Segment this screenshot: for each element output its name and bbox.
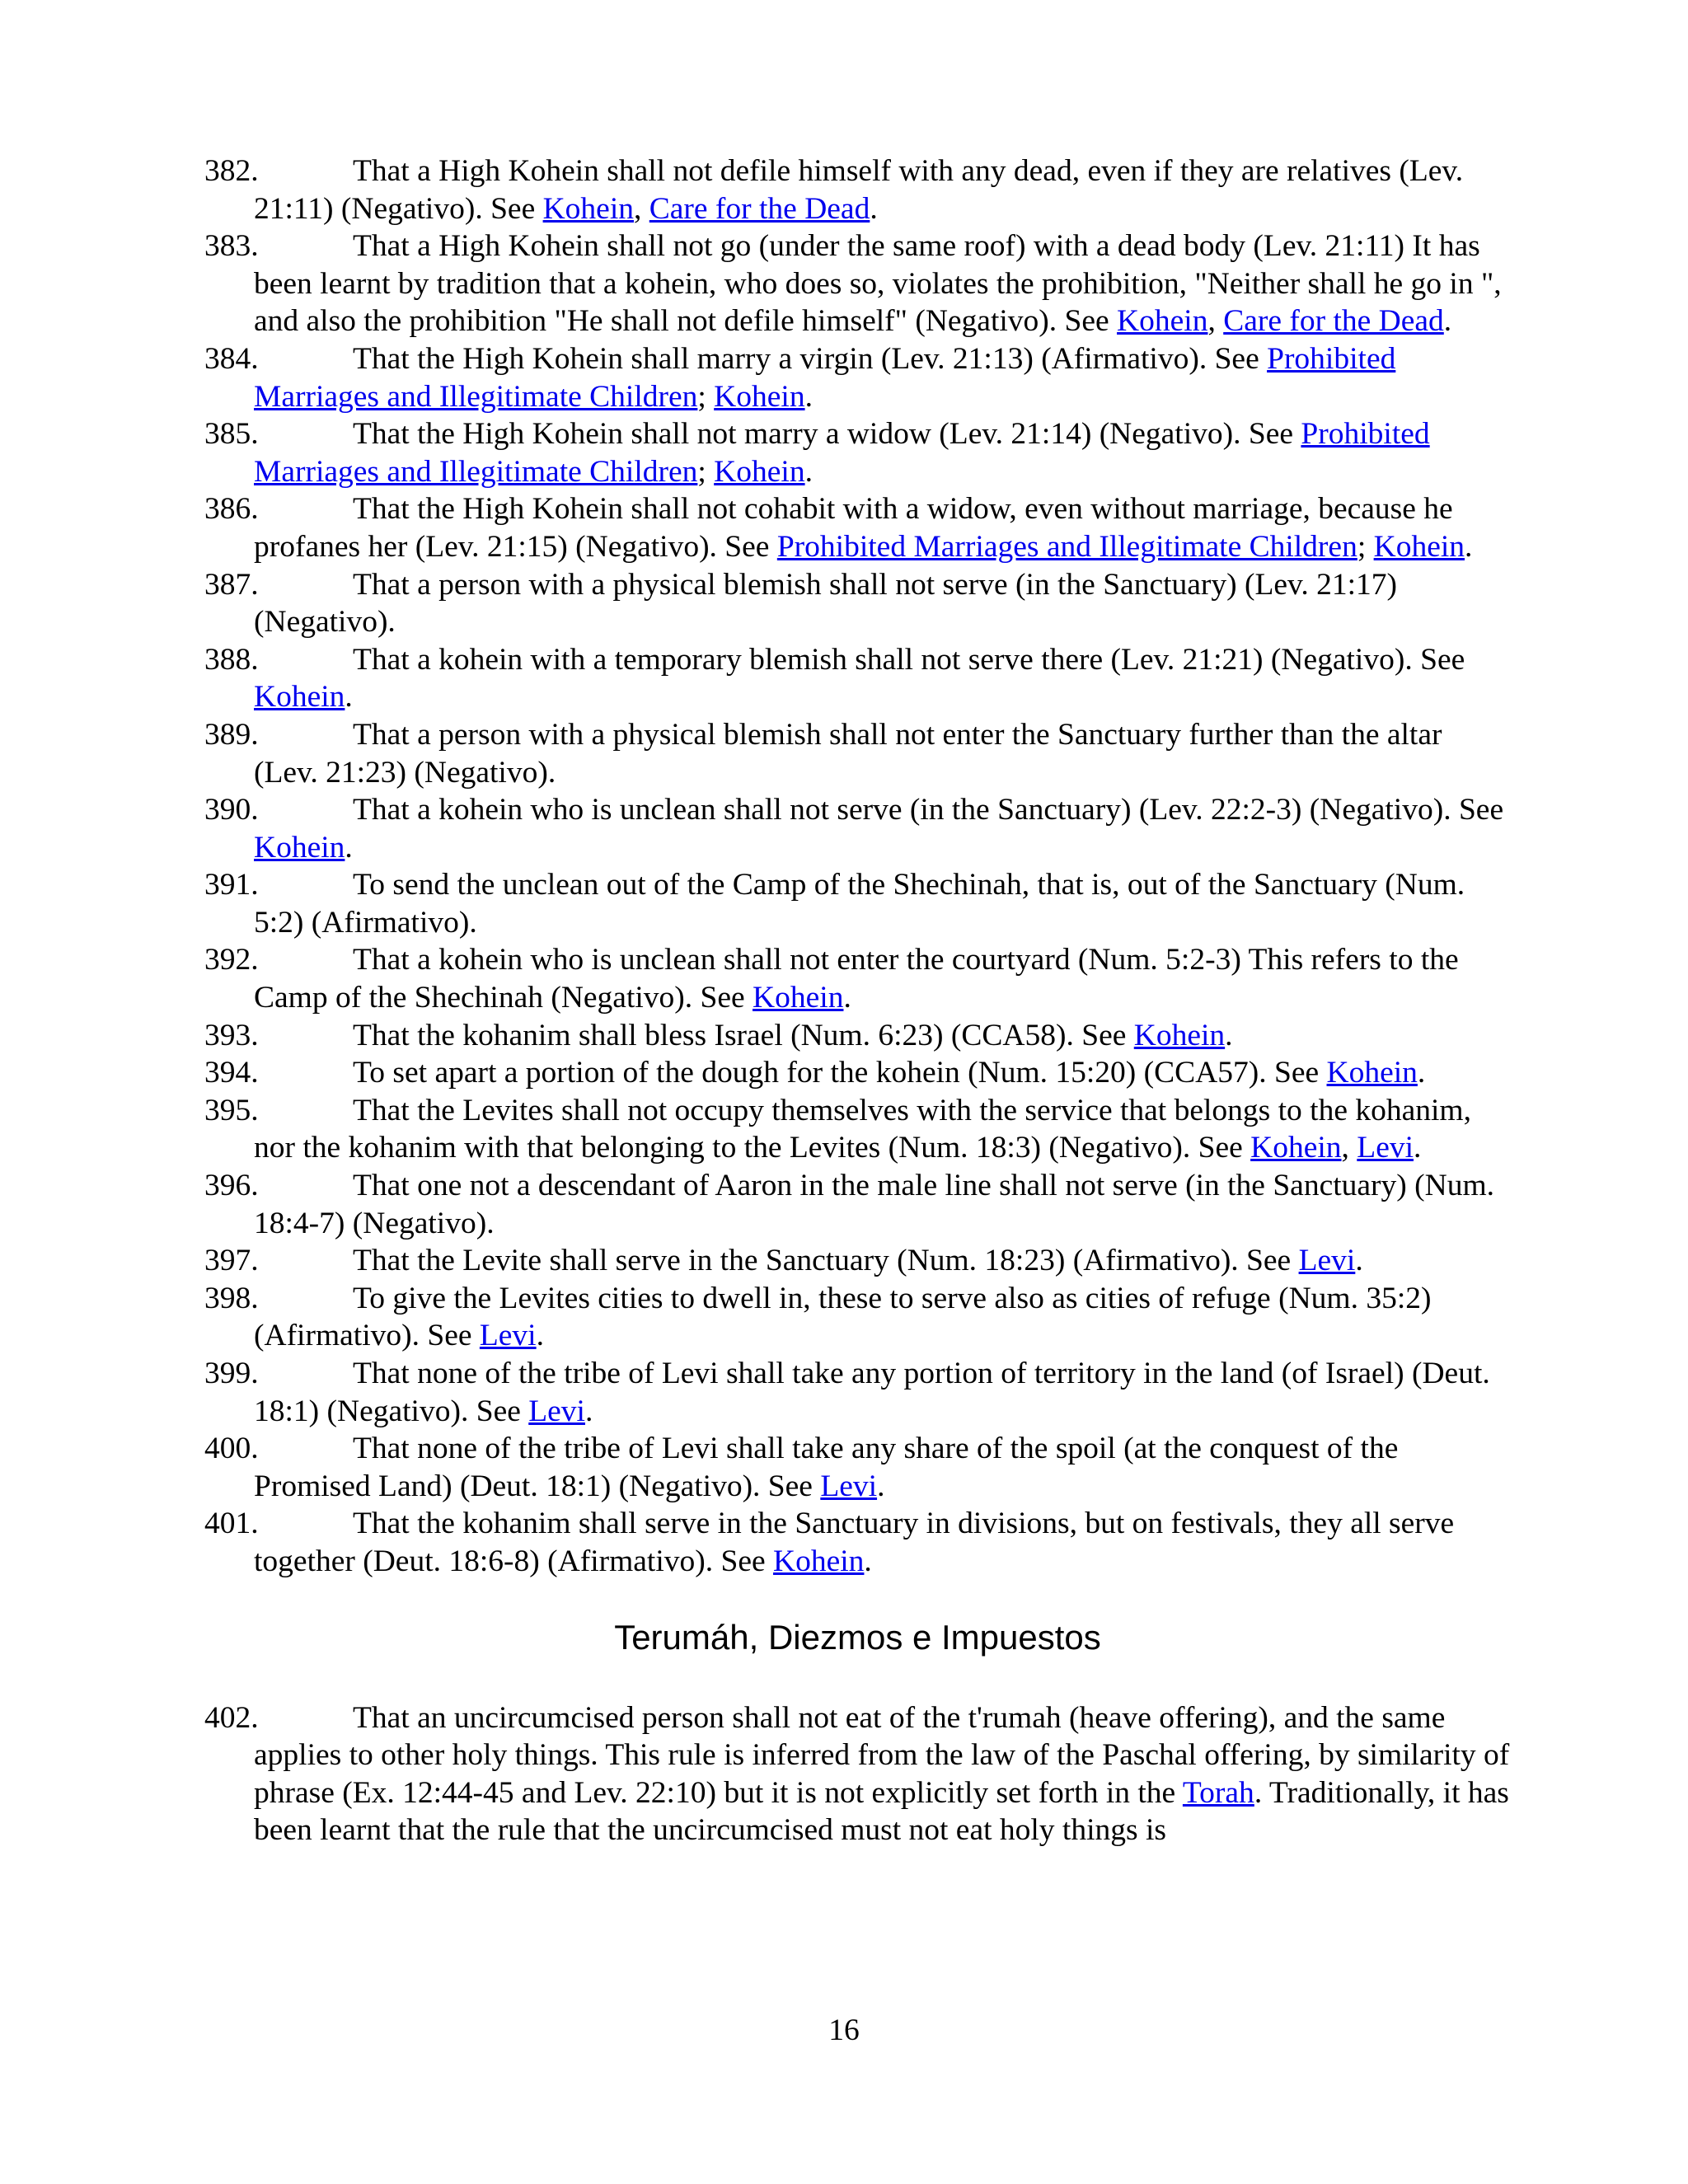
list-item xyxy=(204,866,1511,941)
item-text: . xyxy=(1355,1244,1363,1278)
item-text: That a High Kohein shall not defile himself with any dead, even if they are relatives (Lev. 21:11) (Negativo). See xyxy=(254,154,1464,226)
item-text: , xyxy=(1207,304,1224,339)
item-number: 400. xyxy=(204,1432,259,1466)
item-number: 386. xyxy=(204,492,259,527)
item-text: That a person with a physical blemish shall not serve (in the Sanctuary) (Lev. 21:17) (Negativo). xyxy=(254,567,1398,640)
item-text: That the High Kohein shall marry a virgin (Lev. 21:13) (Afirmativo). See xyxy=(353,341,1268,376)
item-text: . xyxy=(1414,1131,1422,1165)
item-text: To set apart a portion of the dough for the kohein (Num. 15:20) (CCA57). See xyxy=(353,1056,1327,1090)
link-levi[interactable]: Levi xyxy=(528,1394,585,1428)
item-number: 387. xyxy=(204,567,259,602)
list-item xyxy=(204,1280,1511,1355)
item-text: . Traditionally, it has been learnt that the rule that the uncircumcised must not eat holy things is xyxy=(254,1775,1509,1848)
commandment-list xyxy=(204,152,1511,1581)
link-care-for-the-dead[interactable]: Care for the Dead xyxy=(649,191,870,226)
item-text: , xyxy=(634,191,649,226)
link-kohein[interactable]: Kohein xyxy=(1326,1056,1418,1090)
list-item xyxy=(204,1242,1511,1280)
link-kohein[interactable]: Kohein xyxy=(714,454,805,489)
list-item xyxy=(204,1430,1511,1505)
item-text: That the Levite shall serve in the Sanctuary (Num. 18:23) (Afirmativo). See xyxy=(353,1244,1299,1278)
page-content xyxy=(204,152,1511,1849)
item-text: That a kohein who is unclean shall not enter the courtyard (Num. 5:2-3) This refers to the Camp of the Shechinah (Negativo). See xyxy=(254,943,1459,1015)
link-kohein[interactable]: Kohein xyxy=(1133,1018,1226,1052)
item-number: 388. xyxy=(204,642,259,677)
item-text: ; xyxy=(1357,529,1374,564)
item-text: ; xyxy=(697,379,715,414)
link-prohibited-marriages-and-illegitimate-children[interactable]: Prohibited Marriages and Illegitimate Children xyxy=(254,341,1396,414)
item-text: That the High Kohein shall not marry a widow (Lev. 21:14) (Negativo). See xyxy=(353,417,1301,452)
item-number: 384. xyxy=(204,341,259,376)
list-item xyxy=(204,1355,1511,1430)
item-text: . xyxy=(804,454,813,489)
item-text: That a kohein with a temporary blemish shall not serve there (Lev. 21:21) (Negativo). See xyxy=(353,642,1465,677)
list-item xyxy=(204,1699,1511,1849)
item-number: 394. xyxy=(204,1056,259,1090)
item-text: That the High Kohein shall not cohabit with a widow, even without marriage, because he profanes her (Lev. 21:15) (Negativo). See xyxy=(254,492,1453,564)
item-number: 398. xyxy=(204,1281,259,1315)
item-number: 402. xyxy=(204,1700,259,1735)
item-text: That the kohanim shall bless Israel (Num. 6:23) (CCA58). See xyxy=(353,1018,1134,1052)
list-item xyxy=(204,1505,1511,1580)
list-item xyxy=(204,490,1511,565)
item-number: 396. xyxy=(204,1169,259,1203)
item-text: That an uncircumcised person shall not eat of the t'rumah (heave offering), and the same applies to other holy things. This rule is inferred from the law of the Paschal offering, by similarity of phrase (Ex. 12:44-45 and Lev. 22:10) but it is not explicitly set forth in the xyxy=(254,1700,1510,1810)
link-kohein[interactable]: Kohein xyxy=(1373,529,1465,564)
link-kohein[interactable]: Kohein xyxy=(254,830,345,865)
list-item xyxy=(204,1017,1511,1055)
item-text: . xyxy=(870,191,878,226)
list-item xyxy=(204,1092,1511,1167)
item-text: . xyxy=(843,981,851,1015)
item-text: That one not a descendant of Aaron in the male line shall not serve (in the Sanctuary) (Num. 18:4-7) (Negativo). xyxy=(254,1169,1494,1240)
item-text: . xyxy=(1417,1056,1426,1090)
item-text: That a High Kohein shall not go (under the same roof) with a dead body (Lev. 21:11) It has been learnt by tradition that a kohein, who does so, violates the prohibition, "Neither shall he go in ", and also the prohibition "He shall not defile himself" (Negativo). See xyxy=(254,229,1502,339)
link-kohein[interactable]: Kohein xyxy=(542,191,634,226)
item-number: 393. xyxy=(204,1018,259,1052)
link-levi[interactable]: Levi xyxy=(1298,1244,1356,1278)
link-care-for-the-dead[interactable]: Care for the Dead xyxy=(1223,304,1444,339)
item-number: 390. xyxy=(204,793,259,827)
item-text: . xyxy=(345,680,353,715)
link-kohein[interactable]: Kohein xyxy=(773,1544,865,1578)
item-text: . xyxy=(1465,529,1473,564)
item-number: 397. xyxy=(204,1244,259,1278)
item-text: To give the Levites cities to dwell in, these to serve also as cities of refuge (Num. 35:2) (Afirmativo). See xyxy=(254,1281,1432,1353)
item-number: 391. xyxy=(204,868,259,902)
link-kohein[interactable]: Kohein xyxy=(1117,304,1208,339)
item-text: . xyxy=(584,1394,593,1428)
page-number: 16 xyxy=(828,2013,860,2047)
item-text: . xyxy=(804,379,813,414)
item-text: . xyxy=(1225,1018,1233,1052)
list-item xyxy=(204,791,1511,866)
item-number: 399. xyxy=(204,1357,259,1390)
item-text: That a kohein who is unclean shall not serve (in the Sanctuary) (Lev. 22:2-3) (Negativo). See xyxy=(353,793,1504,827)
item-number: 392. xyxy=(204,943,259,977)
list-item xyxy=(204,227,1511,340)
item-number: 383. xyxy=(204,229,259,264)
link-kohein[interactable]: Kohein xyxy=(714,379,805,414)
list-item xyxy=(204,340,1511,415)
list-item xyxy=(204,1167,1511,1242)
commandment-list-continued xyxy=(204,1699,1511,1849)
list-item xyxy=(204,716,1511,791)
list-item xyxy=(204,641,1511,716)
link-levi[interactable]: Levi xyxy=(479,1319,537,1353)
item-text: . xyxy=(345,830,353,865)
item-number: 385. xyxy=(204,417,259,452)
item-text: To send the unclean out of the Camp of the Shechinah, that is, out of the Sanctuary (Num. 5:2) (Afirmativo). xyxy=(254,868,1465,940)
item-text: ; xyxy=(697,454,715,489)
item-text: , xyxy=(1341,1131,1357,1165)
list-item xyxy=(204,415,1511,490)
link-kohein[interactable]: Kohein xyxy=(254,680,345,715)
link-prohibited-marriages-and-illegitimate-children[interactable]: Prohibited Marriages and Illegitimate Children xyxy=(254,417,1430,489)
list-item xyxy=(204,1054,1511,1092)
item-text: That none of the tribe of Levi shall take any share of the spoil (at the conquest of the Promised Land) (Deut. 18:1) (Negativo). See xyxy=(254,1432,1399,1503)
item-text: That the Levites shall not occupy themselves with the service that belongs to the kohanim, nor the kohanim with that belonging to the Levites (Num. 18:3) (Negativo). See xyxy=(254,1093,1471,1165)
item-text: . xyxy=(864,1544,872,1578)
link-prohibited-marriages-and-illegitimate-children[interactable]: Prohibited Marriages and Illegitimate Children xyxy=(776,529,1357,564)
link-kohein[interactable]: Kohein xyxy=(1250,1131,1342,1165)
item-text: . xyxy=(1443,304,1452,339)
item-text: . xyxy=(877,1469,885,1503)
link-kohein[interactable]: Kohein xyxy=(753,981,844,1015)
item-number: 395. xyxy=(204,1093,259,1127)
list-item xyxy=(204,152,1511,227)
list-item xyxy=(204,941,1511,1016)
item-text: That the kohanim shall serve in the Sanctuary in divisions, but on festivals, they all serve together (Deut. 18:6-8) (Afirmativo). See xyxy=(254,1507,1455,1578)
item-number: 382. xyxy=(204,154,259,188)
list-item xyxy=(204,566,1511,641)
link-levi[interactable]: Levi xyxy=(820,1469,878,1503)
item-text: . xyxy=(536,1319,544,1353)
link-levi[interactable]: Levi xyxy=(1357,1131,1414,1165)
item-number: 401. xyxy=(204,1507,259,1541)
item-text: That a person with a physical blemish shall not enter the Sanctuary further than the altar (Lev. 21:23) (Negativo). xyxy=(254,717,1442,790)
item-number: 389. xyxy=(204,717,259,752)
section-heading: Terumáh, Diezmos e Impuestos xyxy=(614,1617,1101,1657)
link-torah[interactable]: Torah xyxy=(1182,1775,1254,1810)
item-text: That none of the tribe of Levi shall take any portion of territory in the land (of Israel) (Deut. 18:1) (Negativo). See xyxy=(254,1357,1490,1428)
